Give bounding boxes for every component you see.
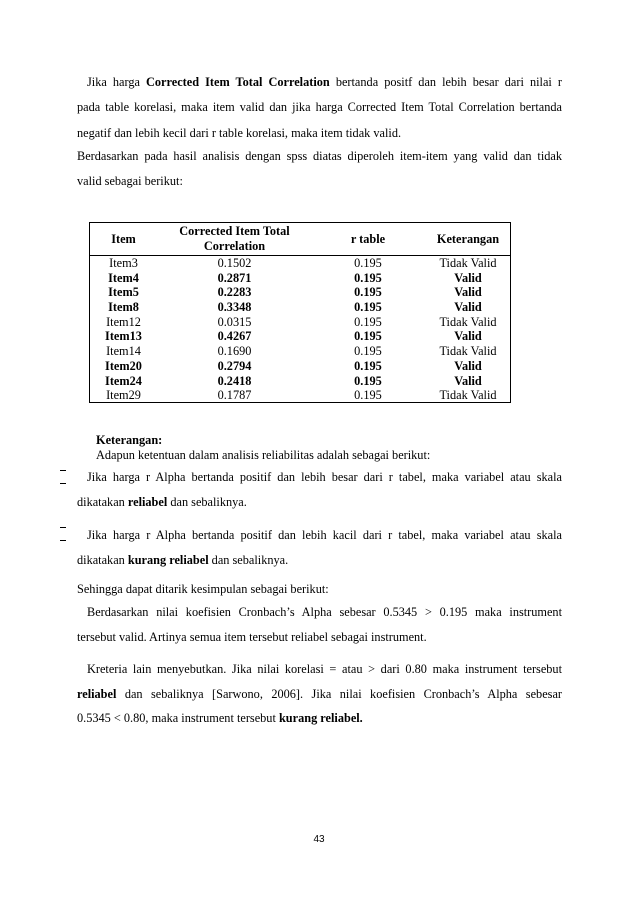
term-corrected-item-total-correlation: Corrected Item Total Correlation xyxy=(146,75,330,89)
para2-line2: valid sebagai berikut: xyxy=(77,174,183,188)
table-row: Item13 0.4267 0.195 Valid xyxy=(105,329,482,344)
para1-line2: pada table korelasi, maka item valid dan jika harga Corrected Item Total Correlation bertanda xyxy=(77,100,562,114)
page-number: 43 xyxy=(313,834,325,845)
para2-line1: Berdasarkan pada hasil analisis dengan spss diatas diperoleh item-item yang valid dan tidak xyxy=(77,149,562,163)
kesimpulan-intro: Sehingga dapat ditarik kesimpulan sebagai berikut: xyxy=(77,582,329,596)
table-row: Item24 0.2418 0.195 Valid xyxy=(105,373,482,388)
kesimpulan-line2: tersebut valid. Artinya semua item tersebut reliabel sebagai instrument. xyxy=(77,630,427,644)
term-reliabel: reliabel xyxy=(127,495,168,509)
table-row: Item20 0.2794 0.195 Valid xyxy=(105,358,482,373)
table-row: Item29 0.1787 0.195 Tidak Valid xyxy=(106,388,497,403)
header-corrected-item-total-correlation: Corrected Item Total Correlation xyxy=(179,224,290,253)
term-kurang-reliabel: kurang reliabel. xyxy=(278,711,363,725)
term-reliabel: reliabel xyxy=(77,687,117,701)
table-body xyxy=(90,256,510,403)
header-keterangan: Keterangan xyxy=(436,231,500,246)
table-row: Item5 0.2283 0.195 Valid xyxy=(108,285,482,300)
bullet2-line1: Jika harga r Alpha bertanda positif dan lebih kacil dari r tabel, maka variabel atau skala xyxy=(87,528,562,542)
keterangan-intro: Adapun ketentuan dalam analisis reliabilitas adalah sebagai berikut: xyxy=(96,448,431,462)
term-kurang-reliabel: kurang reliabel xyxy=(127,553,209,567)
bullet2-line2: dikatakan kurang reliabel dan sebaliknya. xyxy=(77,553,289,567)
header-r-table: r table xyxy=(350,231,386,246)
bullet1-line1: Jika harga r Alpha bertanda positif dan lebih besar dari r tabel, maka variabel atau skala xyxy=(87,470,562,484)
para1-line1: Jika harga Corrected Item Total Correlation bertanda positf dan lebih besar dari nilai r xyxy=(87,75,562,89)
table-header xyxy=(90,223,510,256)
kreteria-line2: reliabel dan sebaliknya [Sarwono, 2006]. Jika nilai koefisien Cronbach’s Alpha sebesar xyxy=(77,687,562,701)
bullet-marker-icon xyxy=(60,470,66,484)
table-row: Item3 0.1502 0.195 Tidak Valid xyxy=(109,256,497,270)
para1-line3: negatif dan lebih kecil dari r table korelasi, maka item tidak valid. xyxy=(77,126,402,140)
keterangan-title: Keterangan: xyxy=(96,433,163,447)
item-validity-table xyxy=(89,222,511,403)
table-row: Item8 0.3348 0.195 Valid xyxy=(108,300,482,315)
kreteria-line3: 0.5345 < 0.80, maka instrument tersebut kurang reliabel. xyxy=(77,711,363,725)
bullet1-line2: dikatakan reliabel dan sebaliknya. xyxy=(77,495,247,509)
table-row: Item14 0.1690 0.195 Tidak Valid xyxy=(106,344,497,359)
kesimpulan-line1: Berdasarkan nilai koefisien Cronbach’s Alpha sebesar 0.5345 > 0.195 maka instrument xyxy=(87,605,562,619)
table-row: Item4 0.2871 0.195 Valid xyxy=(108,270,482,285)
bullet-marker-icon xyxy=(60,527,66,541)
table-row: Item12 0.0315 0.195 Tidak Valid xyxy=(106,314,497,329)
header-item: Item xyxy=(111,231,136,246)
kreteria-line1: Kreteria lain menyebutkan. Jika nilai korelasi = atau > dari 0.80 maka instrument tersebut xyxy=(87,662,562,676)
